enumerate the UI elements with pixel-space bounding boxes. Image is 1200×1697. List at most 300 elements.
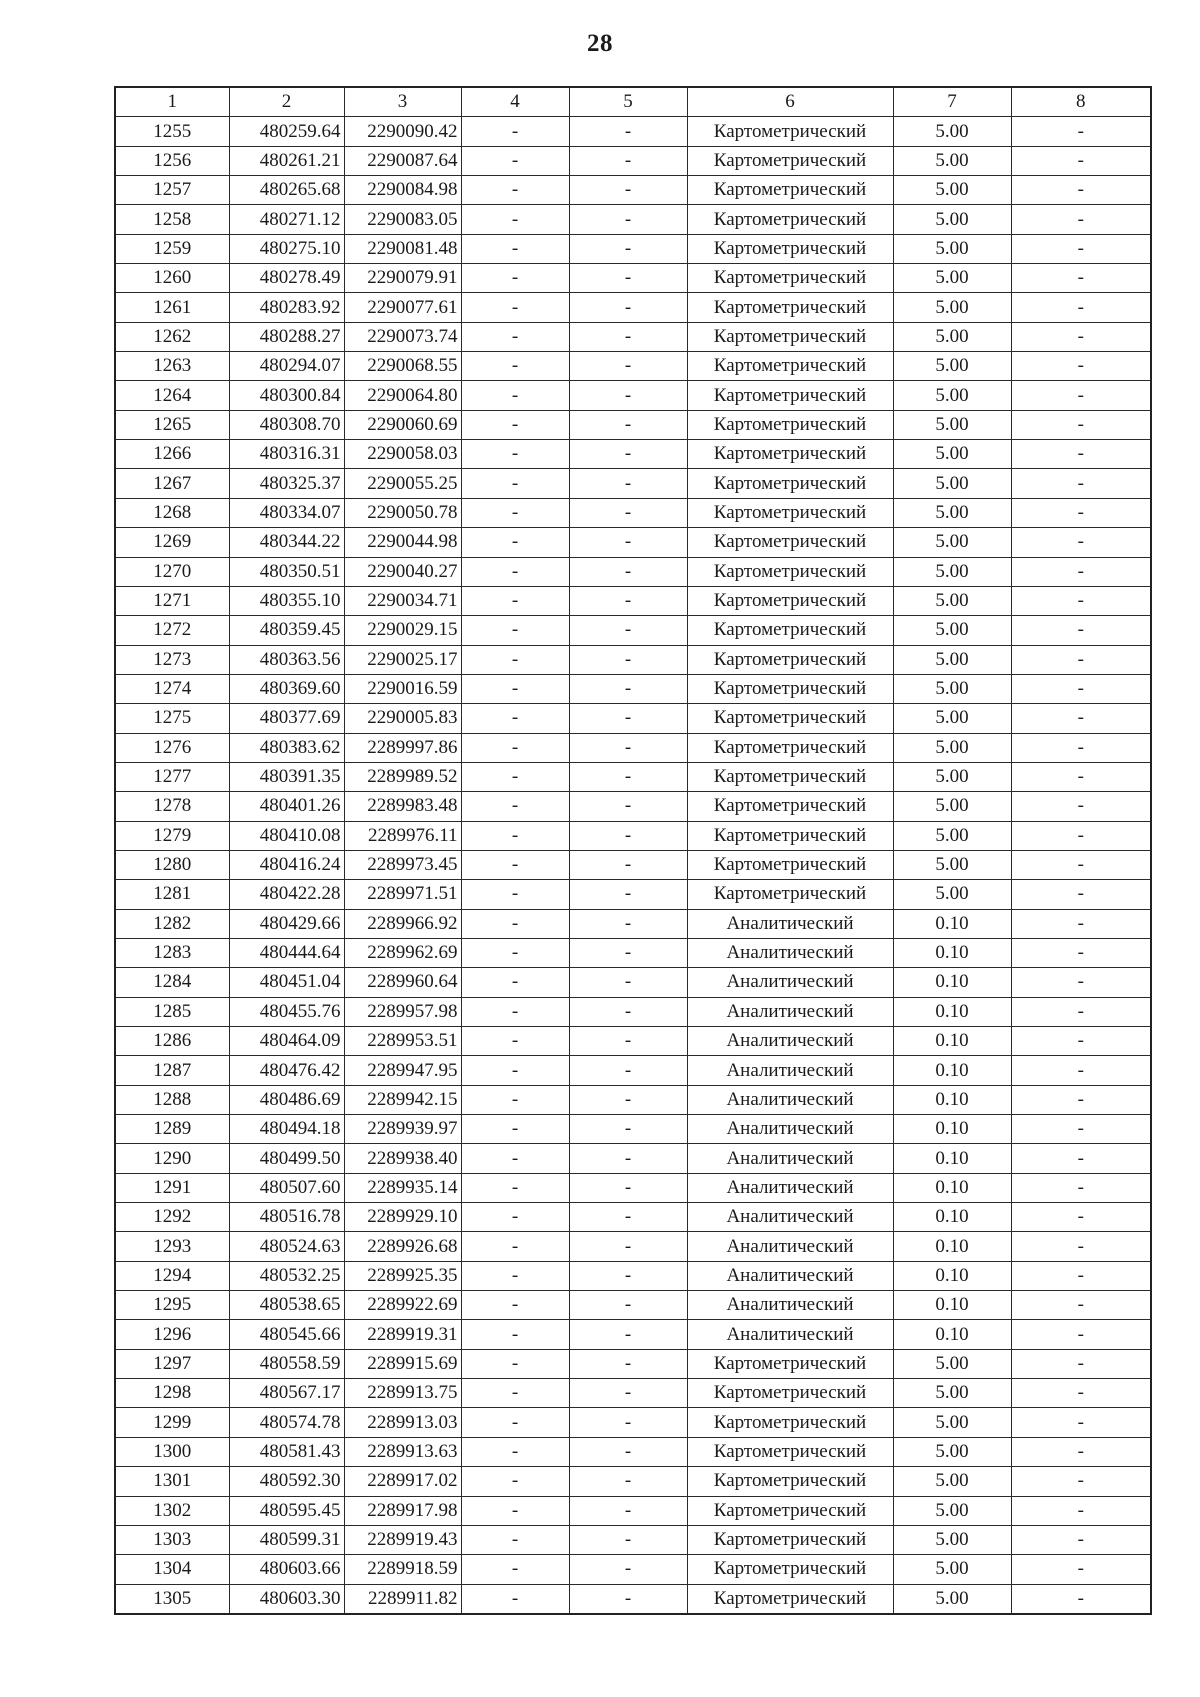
cell-col-4: -	[461, 1144, 569, 1173]
cell-col-5: -	[569, 1320, 687, 1349]
cell-y-coordinate: 2289973.45	[344, 850, 461, 879]
cell-col-4: -	[461, 234, 569, 263]
cell-x-coordinate: 480410.08	[229, 821, 344, 850]
cell-method: Картометрический	[687, 352, 893, 381]
cell-col-4: -	[461, 1203, 569, 1232]
cell-point-number: 1264	[115, 381, 229, 410]
cell-col-5: -	[569, 1232, 687, 1261]
cell-x-coordinate: 480476.42	[229, 1056, 344, 1085]
cell-y-coordinate: 2289913.75	[344, 1379, 461, 1408]
table-row	[115, 997, 1151, 1026]
cell-accuracy: 5.00	[893, 733, 1011, 762]
cell-x-coordinate: 480383.62	[229, 733, 344, 762]
cell-col-5: -	[569, 352, 687, 381]
cell-col-5: -	[569, 1467, 687, 1496]
cell-y-coordinate: 2290034.71	[344, 586, 461, 615]
cell-accuracy: 5.00	[893, 557, 1011, 586]
table-row	[115, 1437, 1151, 1466]
cell-method: Картометрический	[687, 733, 893, 762]
cell-x-coordinate: 480355.10	[229, 586, 344, 615]
cell-x-coordinate: 480344.22	[229, 528, 344, 557]
table-row	[115, 1203, 1151, 1232]
cell-method: Картометрический	[687, 1437, 893, 1466]
cell-y-coordinate: 2289917.02	[344, 1467, 461, 1496]
cell-col-4: -	[461, 968, 569, 997]
table-row	[115, 645, 1151, 674]
cell-point-number: 1293	[115, 1232, 229, 1261]
cell-y-coordinate: 2289935.14	[344, 1173, 461, 1202]
cell-method: Аналитический	[687, 938, 893, 967]
cell-x-coordinate: 480265.68	[229, 176, 344, 205]
table-row	[115, 1144, 1151, 1173]
cell-accuracy: 5.00	[893, 880, 1011, 909]
cell-col-4: -	[461, 1320, 569, 1349]
cell-x-coordinate: 480416.24	[229, 850, 344, 879]
cell-col-5: -	[569, 1027, 687, 1056]
cell-method: Картометрический	[687, 674, 893, 703]
cell-col-8: -	[1011, 938, 1151, 967]
cell-col-8: -	[1011, 1056, 1151, 1085]
table-row	[115, 1584, 1151, 1614]
cell-col-8: -	[1011, 1496, 1151, 1525]
cell-col-8: -	[1011, 1261, 1151, 1290]
table-row	[115, 938, 1151, 967]
cell-point-number: 1277	[115, 762, 229, 791]
cell-col-5: -	[569, 880, 687, 909]
cell-col-8: -	[1011, 1467, 1151, 1496]
table-row	[115, 909, 1151, 938]
cell-col-8: -	[1011, 586, 1151, 615]
cell-method: Аналитический	[687, 997, 893, 1026]
cell-col-8: -	[1011, 821, 1151, 850]
cell-accuracy: 5.00	[893, 498, 1011, 527]
table-row	[115, 234, 1151, 263]
cell-accuracy: 0.10	[893, 909, 1011, 938]
cell-col-4: -	[461, 674, 569, 703]
cell-point-number: 1273	[115, 645, 229, 674]
cell-col-8: -	[1011, 880, 1151, 909]
cell-col-5: -	[569, 1085, 687, 1114]
cell-method: Картометрический	[687, 440, 893, 469]
cell-col-4: -	[461, 1437, 569, 1466]
cell-y-coordinate: 2290081.48	[344, 234, 461, 263]
cell-col-5: -	[569, 1525, 687, 1554]
cell-method: Аналитический	[687, 1261, 893, 1290]
table-row	[115, 469, 1151, 498]
cell-y-coordinate: 2289962.69	[344, 938, 461, 967]
cell-x-coordinate: 480486.69	[229, 1085, 344, 1114]
cell-x-coordinate: 480271.12	[229, 205, 344, 234]
cell-accuracy: 5.00	[893, 1379, 1011, 1408]
cell-y-coordinate: 2290077.61	[344, 293, 461, 322]
cell-col-4: -	[461, 1584, 569, 1614]
cell-y-coordinate: 2289915.69	[344, 1349, 461, 1378]
table-row	[115, 381, 1151, 410]
table-row	[115, 528, 1151, 557]
cell-col-5: -	[569, 938, 687, 967]
cell-point-number: 1297	[115, 1349, 229, 1378]
cell-accuracy: 5.00	[893, 264, 1011, 293]
cell-col-8: -	[1011, 1349, 1151, 1378]
column-header: 3	[344, 87, 461, 117]
cell-x-coordinate: 480283.92	[229, 293, 344, 322]
table-row	[115, 1085, 1151, 1114]
cell-col-5: -	[569, 264, 687, 293]
cell-method: Картометрический	[687, 1525, 893, 1554]
cell-method: Картометрический	[687, 410, 893, 439]
cell-accuracy: 0.10	[893, 1320, 1011, 1349]
cell-col-5: -	[569, 1584, 687, 1614]
cell-col-8: -	[1011, 1115, 1151, 1144]
cell-col-4: -	[461, 1555, 569, 1584]
cell-point-number: 1258	[115, 205, 229, 234]
table-row	[115, 792, 1151, 821]
table-row	[115, 557, 1151, 586]
cell-point-number: 1269	[115, 528, 229, 557]
cell-col-8: -	[1011, 1320, 1151, 1349]
table-row	[115, 968, 1151, 997]
cell-col-8: -	[1011, 1173, 1151, 1202]
cell-col-4: -	[461, 850, 569, 879]
cell-method: Картометрический	[687, 645, 893, 674]
cell-accuracy: 5.00	[893, 1525, 1011, 1554]
table-row	[115, 1496, 1151, 1525]
cell-col-4: -	[461, 909, 569, 938]
cell-col-4: -	[461, 733, 569, 762]
cell-y-coordinate: 2289919.43	[344, 1525, 461, 1554]
cell-col-5: -	[569, 1555, 687, 1584]
cell-method: Аналитический	[687, 1320, 893, 1349]
cell-accuracy: 0.10	[893, 1027, 1011, 1056]
cell-col-8: -	[1011, 1408, 1151, 1437]
cell-accuracy: 5.00	[893, 704, 1011, 733]
cell-accuracy: 5.00	[893, 821, 1011, 850]
cell-method: Картометрический	[687, 704, 893, 733]
cell-x-coordinate: 480451.04	[229, 968, 344, 997]
column-header: 4	[461, 87, 569, 117]
cell-col-5: -	[569, 968, 687, 997]
cell-accuracy: 0.10	[893, 1085, 1011, 1114]
table-body	[115, 117, 1151, 1614]
cell-col-8: -	[1011, 997, 1151, 1026]
cell-col-4: -	[461, 938, 569, 967]
cell-col-4: -	[461, 440, 569, 469]
cell-x-coordinate: 480494.18	[229, 1115, 344, 1144]
cell-accuracy: 5.00	[893, 674, 1011, 703]
cell-accuracy: 5.00	[893, 381, 1011, 410]
cell-accuracy: 5.00	[893, 352, 1011, 381]
cell-col-8: -	[1011, 146, 1151, 175]
cell-col-5: -	[569, 1173, 687, 1202]
cell-y-coordinate: 2289919.31	[344, 1320, 461, 1349]
cell-point-number: 1255	[115, 117, 229, 146]
table-row	[115, 293, 1151, 322]
table-row	[115, 117, 1151, 146]
cell-point-number: 1257	[115, 176, 229, 205]
cell-col-8: -	[1011, 410, 1151, 439]
cell-accuracy: 0.10	[893, 1291, 1011, 1320]
cell-col-5: -	[569, 762, 687, 791]
cell-col-4: -	[461, 645, 569, 674]
cell-accuracy: 0.10	[893, 1261, 1011, 1290]
cell-y-coordinate: 2290083.05	[344, 205, 461, 234]
cell-point-number: 1270	[115, 557, 229, 586]
cell-col-8: -	[1011, 616, 1151, 645]
cell-col-8: -	[1011, 1379, 1151, 1408]
column-header: 8	[1011, 87, 1151, 117]
table-row	[115, 205, 1151, 234]
cell-col-4: -	[461, 264, 569, 293]
cell-point-number: 1268	[115, 498, 229, 527]
cell-accuracy: 5.00	[893, 293, 1011, 322]
cell-y-coordinate: 2289926.68	[344, 1232, 461, 1261]
cell-x-coordinate: 480444.64	[229, 938, 344, 967]
cell-col-4: -	[461, 176, 569, 205]
cell-y-coordinate: 2289971.51	[344, 880, 461, 909]
cell-x-coordinate: 480308.70	[229, 410, 344, 439]
table-row	[115, 1379, 1151, 1408]
cell-method: Картометрический	[687, 1349, 893, 1378]
cell-x-coordinate: 480294.07	[229, 352, 344, 381]
cell-y-coordinate: 2289938.40	[344, 1144, 461, 1173]
page-number: 28	[587, 30, 613, 57]
cell-accuracy: 0.10	[893, 1203, 1011, 1232]
cell-point-number: 1304	[115, 1555, 229, 1584]
cell-method: Аналитический	[687, 1144, 893, 1173]
cell-x-coordinate: 480567.17	[229, 1379, 344, 1408]
cell-col-4: -	[461, 762, 569, 791]
column-header: 1	[115, 87, 229, 117]
cell-accuracy: 5.00	[893, 205, 1011, 234]
cell-x-coordinate: 480275.10	[229, 234, 344, 263]
cell-col-5: -	[569, 1408, 687, 1437]
cell-y-coordinate: 2290060.69	[344, 410, 461, 439]
cell-y-coordinate: 2290005.83	[344, 704, 461, 733]
cell-y-coordinate: 2289913.63	[344, 1437, 461, 1466]
cell-x-coordinate: 480429.66	[229, 909, 344, 938]
cell-accuracy: 5.00	[893, 117, 1011, 146]
cell-y-coordinate: 2290084.98	[344, 176, 461, 205]
cell-col-8: -	[1011, 322, 1151, 351]
cell-method: Картометрический	[687, 762, 893, 791]
cell-point-number: 1283	[115, 938, 229, 967]
cell-col-4: -	[461, 1525, 569, 1554]
table-row	[115, 880, 1151, 909]
table-row	[115, 410, 1151, 439]
cell-col-4: -	[461, 616, 569, 645]
cell-col-5: -	[569, 1437, 687, 1466]
cell-method: Картометрический	[687, 1584, 893, 1614]
cell-col-4: -	[461, 469, 569, 498]
cell-method: Аналитический	[687, 1232, 893, 1261]
table-row	[115, 352, 1151, 381]
cell-accuracy: 5.00	[893, 586, 1011, 615]
cell-col-5: -	[569, 557, 687, 586]
cell-y-coordinate: 2290087.64	[344, 146, 461, 175]
cell-y-coordinate: 2290040.27	[344, 557, 461, 586]
cell-col-4: -	[461, 322, 569, 351]
cell-method: Картометрический	[687, 469, 893, 498]
cell-x-coordinate: 480603.30	[229, 1584, 344, 1614]
cell-accuracy: 5.00	[893, 322, 1011, 351]
cell-y-coordinate: 2290073.74	[344, 322, 461, 351]
cell-method: Картометрический	[687, 176, 893, 205]
cell-point-number: 1259	[115, 234, 229, 263]
cell-method: Картометрический	[687, 792, 893, 821]
table-row	[115, 440, 1151, 469]
cell-col-8: -	[1011, 909, 1151, 938]
coordinates-table	[114, 86, 1152, 1615]
cell-method: Картометрический	[687, 528, 893, 557]
table-row	[115, 1056, 1151, 1085]
cell-col-8: -	[1011, 1437, 1151, 1466]
cell-point-number: 1300	[115, 1437, 229, 1466]
cell-col-4: -	[461, 557, 569, 586]
table-row	[115, 1291, 1151, 1320]
cell-accuracy: 5.00	[893, 645, 1011, 674]
cell-col-8: -	[1011, 557, 1151, 586]
cell-point-number: 1296	[115, 1320, 229, 1349]
cell-col-8: -	[1011, 234, 1151, 263]
cell-x-coordinate: 480595.45	[229, 1496, 344, 1525]
cell-method: Картометрический	[687, 234, 893, 263]
cell-col-4: -	[461, 792, 569, 821]
cell-accuracy: 5.00	[893, 176, 1011, 205]
cell-col-8: -	[1011, 792, 1151, 821]
cell-point-number: 1294	[115, 1261, 229, 1290]
cell-col-5: -	[569, 1056, 687, 1085]
cell-col-5: -	[569, 1379, 687, 1408]
cell-point-number: 1278	[115, 792, 229, 821]
cell-col-5: -	[569, 616, 687, 645]
cell-y-coordinate: 2289925.35	[344, 1261, 461, 1290]
cell-x-coordinate: 480558.59	[229, 1349, 344, 1378]
cell-col-8: -	[1011, 381, 1151, 410]
cell-y-coordinate: 2290079.91	[344, 264, 461, 293]
cell-x-coordinate: 480259.64	[229, 117, 344, 146]
cell-x-coordinate: 480603.66	[229, 1555, 344, 1584]
cell-x-coordinate: 480316.31	[229, 440, 344, 469]
cell-accuracy: 5.00	[893, 440, 1011, 469]
cell-col-8: -	[1011, 205, 1151, 234]
cell-col-5: -	[569, 733, 687, 762]
cell-x-coordinate: 480334.07	[229, 498, 344, 527]
cell-accuracy: 5.00	[893, 528, 1011, 557]
cell-col-8: -	[1011, 264, 1151, 293]
cell-x-coordinate: 480350.51	[229, 557, 344, 586]
cell-col-8: -	[1011, 1085, 1151, 1114]
cell-method: Аналитический	[687, 1115, 893, 1144]
cell-y-coordinate: 2289989.52	[344, 762, 461, 791]
table-row	[115, 264, 1151, 293]
cell-accuracy: 5.00	[893, 1408, 1011, 1437]
cell-x-coordinate: 480532.25	[229, 1261, 344, 1290]
cell-method: Картометрический	[687, 850, 893, 879]
column-header: 6	[687, 87, 893, 117]
cell-accuracy: 5.00	[893, 1467, 1011, 1496]
cell-col-5: -	[569, 704, 687, 733]
cell-y-coordinate: 2289960.64	[344, 968, 461, 997]
cell-point-number: 1272	[115, 616, 229, 645]
cell-col-4: -	[461, 1408, 569, 1437]
cell-col-8: -	[1011, 850, 1151, 879]
cell-col-8: -	[1011, 440, 1151, 469]
cell-y-coordinate: 2290068.55	[344, 352, 461, 381]
cell-method: Картометрический	[687, 1408, 893, 1437]
column-header: 5	[569, 87, 687, 117]
cell-col-4: -	[461, 997, 569, 1026]
cell-y-coordinate: 2290044.98	[344, 528, 461, 557]
cell-method: Картометрический	[687, 821, 893, 850]
cell-col-8: -	[1011, 1232, 1151, 1261]
cell-point-number: 1263	[115, 352, 229, 381]
cell-x-coordinate: 480455.76	[229, 997, 344, 1026]
table-header-row	[115, 87, 1151, 117]
cell-y-coordinate: 2290064.80	[344, 381, 461, 410]
cell-x-coordinate: 480325.37	[229, 469, 344, 498]
cell-x-coordinate: 480369.60	[229, 674, 344, 703]
cell-col-5: -	[569, 117, 687, 146]
cell-x-coordinate: 480363.56	[229, 645, 344, 674]
cell-col-8: -	[1011, 352, 1151, 381]
cell-method: Картометрический	[687, 557, 893, 586]
cell-col-4: -	[461, 146, 569, 175]
table-row	[115, 733, 1151, 762]
table-row	[115, 146, 1151, 175]
cell-point-number: 1267	[115, 469, 229, 498]
column-header: 2	[229, 87, 344, 117]
table-row	[115, 1320, 1151, 1349]
cell-col-5: -	[569, 586, 687, 615]
cell-point-number: 1298	[115, 1379, 229, 1408]
cell-point-number: 1271	[115, 586, 229, 615]
cell-col-4: -	[461, 1349, 569, 1378]
cell-method: Аналитический	[687, 1085, 893, 1114]
cell-method: Картометрический	[687, 498, 893, 527]
cell-method: Аналитический	[687, 1027, 893, 1056]
cell-accuracy: 0.10	[893, 968, 1011, 997]
cell-method: Картометрический	[687, 293, 893, 322]
table-row	[115, 1555, 1151, 1584]
cell-col-8: -	[1011, 1291, 1151, 1320]
cell-method: Аналитический	[687, 968, 893, 997]
cell-col-8: -	[1011, 762, 1151, 791]
cell-col-8: -	[1011, 117, 1151, 146]
cell-x-coordinate: 480464.09	[229, 1027, 344, 1056]
cell-accuracy: 5.00	[893, 1496, 1011, 1525]
cell-point-number: 1286	[115, 1027, 229, 1056]
cell-col-8: -	[1011, 1525, 1151, 1554]
cell-x-coordinate: 480599.31	[229, 1525, 344, 1554]
cell-accuracy: 0.10	[893, 1173, 1011, 1202]
table-row	[115, 850, 1151, 879]
table-row	[115, 1408, 1151, 1437]
cell-accuracy: 5.00	[893, 1349, 1011, 1378]
cell-method: Картометрический	[687, 117, 893, 146]
cell-col-4: -	[461, 1085, 569, 1114]
cell-accuracy: 0.10	[893, 938, 1011, 967]
cell-y-coordinate: 2289947.95	[344, 1056, 461, 1085]
cell-point-number: 1275	[115, 704, 229, 733]
cell-point-number: 1305	[115, 1584, 229, 1614]
cell-col-5: -	[569, 1291, 687, 1320]
cell-col-8: -	[1011, 645, 1151, 674]
cell-col-4: -	[461, 1115, 569, 1144]
cell-col-8: -	[1011, 1584, 1151, 1614]
cell-col-4: -	[461, 1027, 569, 1056]
table-row	[115, 1173, 1151, 1202]
cell-method: Картометрический	[687, 1467, 893, 1496]
